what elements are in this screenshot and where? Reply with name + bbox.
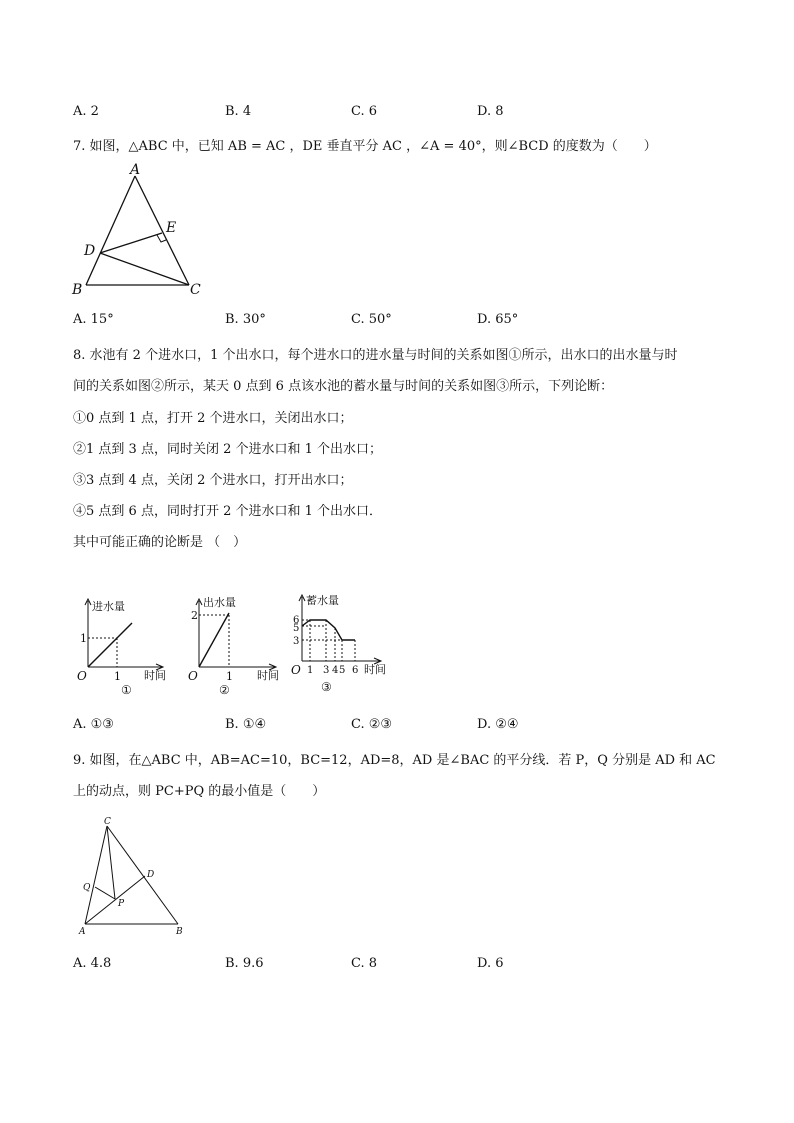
graph1-xlabel: 时间 bbox=[144, 669, 166, 682]
graph3-origin: O bbox=[291, 663, 301, 677]
q6-option-d: D. 8 bbox=[477, 104, 504, 119]
segment-cp bbox=[107, 826, 115, 899]
q7-option-c: C. 50° bbox=[351, 312, 392, 327]
label-p: P bbox=[118, 899, 125, 909]
segment-cb bbox=[107, 826, 178, 924]
q7-stem: 7. 如图，△ABC 中，已知 AB = AC ，DE 垂直平分 AC ，∠A = 40°，则∠BCD 的度数为（ ） bbox=[73, 139, 657, 154]
q8-statement-4: ④5 点到 6 点，同时打开 2 个进水口和 1 个出水口． bbox=[73, 504, 383, 519]
graph3-caption: ③ bbox=[321, 680, 332, 694]
graph3-xlabel: 时间 bbox=[364, 663, 386, 676]
graph2-ylabel: 出水量 bbox=[203, 596, 236, 609]
outflow-line bbox=[199, 613, 229, 667]
q8-stem-line1: 8. 水池有 2 个进水口，1 个出水口，每个进水口的进水量与时间的关系如图①所示，出水口的出水量与时 bbox=[73, 348, 678, 363]
graph3-ytick-3: 3 bbox=[293, 636, 300, 647]
q7-triangle-figure bbox=[60, 160, 210, 302]
q8-graph-outflow bbox=[183, 593, 283, 703]
segment-de bbox=[100, 233, 162, 253]
q9-option-a: A. 4.8 bbox=[73, 956, 112, 971]
label-a: A bbox=[79, 927, 86, 937]
graph1-xtick: 1 bbox=[114, 670, 121, 683]
graph3-xtick-6: 6 bbox=[352, 665, 359, 676]
q8-statement-3: ③3 点到 4 点，关闭 2 个进水口，打开出水口； bbox=[73, 473, 353, 488]
label-d: D bbox=[147, 870, 155, 880]
q9-option-c: C. 8 bbox=[351, 956, 378, 971]
graph3-xtick-5: 5 bbox=[339, 665, 346, 676]
q8-statement-2: ②1 点到 3 点，同时关闭 2 个进水口和 1 个出水口； bbox=[73, 442, 383, 457]
graph3-ylabel: 蓄水量 bbox=[306, 594, 339, 607]
q7-option-b: B. 30° bbox=[225, 312, 266, 327]
q8-option-a: A. ①③ bbox=[73, 717, 114, 732]
label-c: C bbox=[190, 282, 201, 298]
graph3-xtick-3: 3 bbox=[323, 665, 330, 676]
graph3-ytick-6: 6 bbox=[293, 615, 300, 626]
label-e: E bbox=[166, 220, 177, 236]
segment-ab bbox=[86, 176, 135, 285]
q6-option-b: B. 4 bbox=[225, 104, 252, 119]
graph3-xtick-1: 1 bbox=[307, 665, 314, 676]
q8-graph-inflow bbox=[72, 593, 172, 703]
label-q: Q bbox=[83, 883, 91, 893]
label-b: B bbox=[176, 927, 183, 937]
q8-question: 其中可能正确的论断是 （ ） bbox=[73, 535, 247, 550]
graph3-xtick-4: 4 bbox=[332, 665, 339, 676]
graph3-ytick-5: 5 bbox=[293, 623, 300, 634]
q8-option-b: B. ①④ bbox=[225, 717, 267, 732]
graph1-ylabel: 进水量 bbox=[92, 600, 125, 613]
q9-option-d: D. 6 bbox=[477, 956, 504, 971]
q7-option-a: A. 15° bbox=[73, 312, 114, 327]
label-b: B bbox=[72, 282, 83, 298]
graph1-ytick: 1 bbox=[80, 632, 87, 645]
q8-graph-storage bbox=[288, 591, 400, 703]
q9-triangle-figure bbox=[75, 814, 195, 938]
graph2-ytick: 2 bbox=[191, 609, 198, 622]
graph1-origin: O bbox=[77, 669, 87, 683]
q9-stem-line1: 9. 如图，在△ABC 中，AB=AC=10，BC=12，AD=8，AD 是∠BAC 的平分线．若 P，Q 分别是 AD 和 AC bbox=[73, 753, 716, 768]
inflow-line bbox=[88, 623, 132, 667]
label-d: D bbox=[84, 243, 96, 259]
q7-option-d: D. 65° bbox=[477, 312, 519, 327]
q8-option-d: D. ②④ bbox=[477, 717, 519, 732]
graph1-caption: ① bbox=[121, 683, 132, 697]
graph2-caption: ② bbox=[219, 683, 230, 697]
q8-statement-1: ①0 点到 1 点，打开 2 个进水口，关闭出水口； bbox=[73, 411, 353, 426]
q6-option-c: C. 6 bbox=[351, 104, 378, 119]
q9-option-b: B. 9.6 bbox=[225, 956, 264, 971]
q8-option-c: C. ②③ bbox=[351, 717, 393, 732]
graph2-xlabel: 时间 bbox=[257, 669, 279, 682]
label-a: A bbox=[130, 162, 141, 178]
q8-stem-line2: 间的关系如图②所示，某天 0 点到 6 点该水池的蓄水量与时间的关系如图③所示，下列论断： bbox=[73, 379, 614, 394]
segment-qp bbox=[95, 887, 115, 899]
label-c: C bbox=[104, 817, 111, 827]
graph2-origin: O bbox=[188, 669, 198, 683]
graph2-xtick: 1 bbox=[226, 670, 233, 683]
q9-stem-line2: 上的动点，则 PC+PQ 的最小值是（ ） bbox=[73, 784, 326, 799]
q6-option-a: A. 2 bbox=[73, 104, 99, 119]
